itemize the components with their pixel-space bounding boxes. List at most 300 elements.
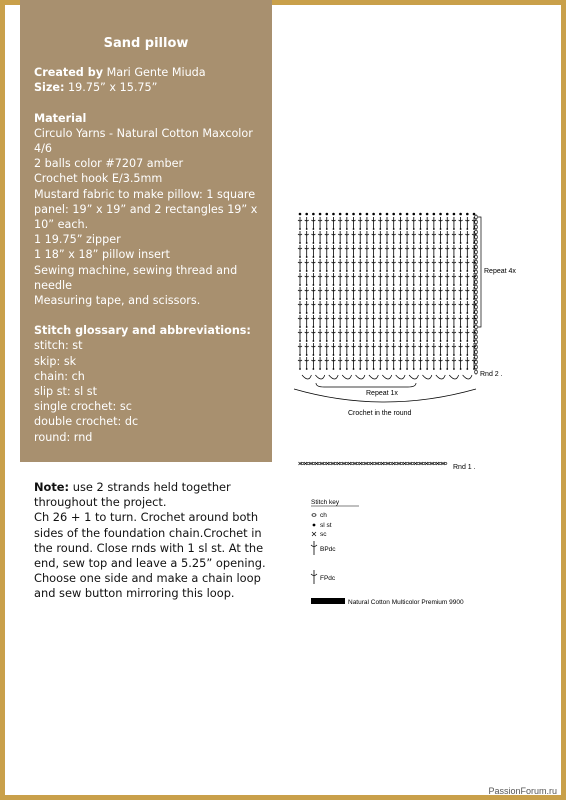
fpdc-mark [345, 301, 349, 313]
sc-mark [312, 213, 315, 216]
sc-mark [299, 298, 301, 300]
fpdc-mark [311, 329, 315, 341]
bpdc-mark [432, 343, 436, 355]
sc-mark [453, 312, 455, 314]
bpdc-symbol [311, 541, 317, 555]
sc-mark [386, 312, 388, 314]
ch-mark [475, 365, 478, 369]
sc-mark [460, 284, 462, 286]
sc-mark [460, 270, 462, 272]
sc-mark [406, 354, 408, 356]
sc-mark [460, 340, 462, 342]
material-item: 1 18” x 18” pillow insert [34, 248, 170, 262]
material-item: 2 balls color #7207 amber [34, 157, 184, 171]
sc-mark [446, 340, 448, 342]
sc-mark [346, 340, 348, 342]
bpdc-mark [445, 259, 449, 271]
ch-mark [346, 463, 348, 465]
fpdc-mark [445, 329, 449, 341]
bpdc-mark [311, 259, 315, 271]
fpdc-mark [418, 329, 422, 341]
sc-mark [299, 228, 301, 230]
sc-mark [466, 256, 468, 258]
sc-mark [406, 340, 408, 342]
fpdc-mark [445, 245, 449, 257]
bpdc-mark [452, 315, 456, 327]
sc-mark [386, 298, 388, 300]
sc-mark [306, 228, 308, 230]
bpdc-mark [432, 231, 436, 243]
sc-mark [366, 368, 368, 370]
sc-mark [373, 340, 375, 342]
sc-mark [413, 354, 415, 356]
sc-mark [379, 270, 381, 272]
ch-mark [475, 360, 478, 364]
sc-mark [399, 228, 401, 230]
bpdc-mark [372, 315, 376, 327]
sc-mark [332, 462, 335, 465]
fpdc-mark [331, 217, 335, 229]
bpdc-mark [439, 343, 443, 355]
ch-mark [475, 320, 478, 324]
bpdc-mark [352, 231, 356, 243]
loop-mark [329, 375, 338, 379]
bpdc-mark [385, 259, 389, 271]
sc-mark [426, 354, 428, 356]
fpdc-mark [432, 245, 436, 257]
sc-mark [453, 368, 455, 370]
fpdc-mark [412, 245, 416, 257]
sc-mark [440, 228, 442, 230]
fpdc-mark [298, 357, 302, 369]
fpdc-mark [305, 329, 309, 341]
bpdc-mark [325, 315, 329, 327]
fpdc-mark [392, 329, 396, 341]
sc-mark [299, 213, 302, 216]
fpdc-mark [298, 217, 302, 229]
loop-mark [409, 375, 418, 379]
fpdc-mark [452, 217, 456, 229]
fpdc-mark [365, 217, 369, 229]
bpdc-mark [465, 315, 469, 327]
fpdc-mark [398, 301, 402, 313]
sc-mark [413, 284, 415, 286]
bpdc-mark [432, 259, 436, 271]
sc-mark [446, 284, 448, 286]
sc-mark [315, 462, 318, 465]
loop-mark [302, 375, 311, 379]
sc-mark [366, 256, 368, 258]
sc-mark [403, 462, 406, 465]
fpdc-mark [311, 273, 315, 285]
sc-mark [399, 368, 401, 370]
bpdc-mark [418, 231, 422, 243]
sc-mark [326, 242, 328, 244]
bpdc-mark [358, 343, 362, 355]
sc-mark [359, 312, 361, 314]
fpdc-mark [392, 301, 396, 313]
sc-mark [440, 284, 442, 286]
fpdc-mark [452, 245, 456, 257]
sc-mark [386, 256, 388, 258]
watermark: PassionForum.ru [488, 786, 557, 796]
sc-mark [466, 326, 468, 328]
fpdc-mark [392, 273, 396, 285]
sc-mark [359, 462, 362, 465]
ch-mark [475, 300, 478, 304]
sc-mark [379, 354, 381, 356]
sc-mark [440, 354, 442, 356]
fpdc-mark [311, 357, 315, 369]
sc-mark [319, 242, 321, 244]
bpdc-mark [405, 231, 409, 243]
fpdc-mark [398, 329, 402, 341]
bpdc-mark [352, 287, 356, 299]
fpdc-mark [305, 217, 309, 229]
fpdc-mark [331, 245, 335, 257]
ch-mark [390, 463, 392, 465]
sc-mark [386, 368, 388, 370]
sc-mark [433, 284, 435, 286]
sc-mark [426, 312, 428, 314]
material-item: 1 19.75” zipper [34, 233, 121, 247]
sc-mark [387, 462, 390, 465]
sc-mark [359, 270, 361, 272]
sc-mark [399, 284, 401, 286]
sc-mark [312, 256, 314, 258]
fpdc-mark [372, 217, 376, 229]
sc-mark [446, 312, 448, 314]
sc-mark [420, 354, 422, 356]
sc-mark [304, 462, 307, 465]
bpdc-mark [305, 231, 309, 243]
sc-mark [326, 270, 328, 272]
fpdc-mark [365, 329, 369, 341]
sc-mark [409, 462, 412, 465]
fpdc-mark [298, 245, 302, 257]
sc-mark [319, 354, 321, 356]
fpdc-mark [331, 329, 335, 341]
page-title: Sand pillow [103, 36, 189, 51]
fpdc-mark [318, 245, 322, 257]
sc-mark [433, 213, 436, 216]
sc-mark [398, 462, 401, 465]
fpdc-mark [439, 245, 443, 257]
sc-mark [339, 312, 341, 314]
fpdc-mark [405, 357, 409, 369]
sc-mark [373, 242, 375, 244]
sc-mark [420, 270, 422, 272]
ch-mark [475, 325, 478, 329]
sc-mark [426, 284, 428, 286]
ch-mark [368, 463, 370, 465]
sc-mark [306, 368, 308, 370]
sc-mark [359, 298, 361, 300]
sc-mark [333, 284, 335, 286]
sc-mark [353, 368, 355, 370]
fpdc-mark [405, 273, 409, 285]
bpdc-mark [439, 259, 443, 271]
sc-mark [379, 298, 381, 300]
bpdc-mark [318, 343, 322, 355]
sc-mark [420, 326, 422, 328]
bpdc-mark [459, 287, 463, 299]
sc-mark [339, 354, 341, 356]
sc-mark [393, 368, 395, 370]
fpdc-mark [345, 217, 349, 229]
fpdc-mark [352, 301, 356, 313]
fpdc-mark [445, 301, 449, 313]
bpdc-mark [298, 287, 302, 299]
sc-mark [326, 462, 329, 465]
glossary-item: stitch: st [34, 339, 83, 353]
sc-mark [440, 326, 442, 328]
sc-mark [393, 326, 395, 328]
sc-mark [339, 298, 341, 300]
bpdc-mark [318, 287, 322, 299]
bpdc-mark [445, 287, 449, 299]
sc-mark [339, 368, 341, 370]
fpdc-mark [352, 357, 356, 369]
sc-mark [433, 228, 435, 230]
fpdc-mark [352, 217, 356, 229]
sc-mark [379, 228, 381, 230]
sc-mark [433, 326, 435, 328]
bpdc-mark [318, 231, 322, 243]
bpdc-mark [318, 259, 322, 271]
yarn-swatch [311, 598, 345, 604]
fpdc-mark [372, 329, 376, 341]
sc-mark [406, 312, 408, 314]
key-label: FPdc [320, 575, 336, 582]
crochet-chart [292, 205, 532, 605]
instructions: Ch 26 + 1 to turn. Crochet around both sides of the foundation chain.Crochet in the round. Close rnds with 1 sl st. At the end, sew top and leave a 5.25” opening. Choose one side and make a chain loop and sew button mirroring this loop. [34, 510, 266, 601]
fpdc-mark [365, 273, 369, 285]
sc-mark [326, 368, 328, 370]
fpdc-mark [412, 357, 416, 369]
ch-mark [475, 355, 478, 359]
bpdc-mark [385, 287, 389, 299]
fpdc-mark [398, 273, 402, 285]
loop-mark [396, 375, 405, 379]
sc-mark [460, 312, 462, 314]
sc-mark [393, 284, 395, 286]
fpdc-mark [325, 245, 329, 257]
fpdc-mark [412, 217, 416, 229]
sc-mark [343, 462, 346, 465]
material-item: Measuring tape, and scissors. [34, 294, 201, 308]
sc-mark [333, 242, 335, 244]
bpdc-mark [331, 287, 335, 299]
fpdc-mark [385, 217, 389, 229]
sc-mark [426, 270, 428, 272]
sc-mark [373, 326, 375, 328]
bpdc-mark [385, 343, 389, 355]
sc-mark [346, 354, 348, 356]
sc-symbol [312, 532, 316, 536]
ch-mark [475, 370, 478, 374]
bpdc-mark [338, 231, 342, 243]
sc-mark [312, 228, 314, 230]
sc-mark [420, 228, 422, 230]
ch-mark [475, 310, 478, 314]
sc-mark [366, 228, 368, 230]
bpdc-mark [405, 343, 409, 355]
ch-mark [423, 463, 425, 465]
ch-mark [412, 463, 414, 465]
sc-mark [306, 298, 308, 300]
bpdc-mark [425, 231, 429, 243]
sc-mark [420, 298, 422, 300]
bpdc-mark [338, 315, 342, 327]
ch-mark [373, 463, 375, 465]
fpdc-mark [412, 301, 416, 313]
sc-mark [337, 462, 340, 465]
note-text: use 2 strands held together throughout the project. [34, 480, 231, 510]
bpdc-mark [472, 231, 476, 243]
sc-mark [439, 213, 442, 216]
bpdc-mark [418, 315, 422, 327]
sc-mark [393, 354, 395, 356]
fpdc-mark [459, 357, 463, 369]
loop-mark [382, 375, 391, 379]
bpdc-mark [385, 315, 389, 327]
bpdc-mark [378, 315, 382, 327]
sc-mark [460, 368, 462, 370]
sc-mark [321, 462, 324, 465]
sc-mark [473, 213, 476, 216]
sc-mark [353, 326, 355, 328]
sc-mark [414, 462, 417, 465]
sc-mark [333, 270, 335, 272]
bpdc-mark [398, 287, 402, 299]
sc-mark [406, 368, 408, 370]
sc-mark [346, 298, 348, 300]
sc-mark [466, 213, 469, 216]
sc-mark [420, 242, 422, 244]
sc-mark [299, 326, 301, 328]
sc-mark [359, 256, 361, 258]
sc-mark [433, 270, 435, 272]
sc-mark [319, 284, 321, 286]
sc-mark [339, 270, 341, 272]
bpdc-mark [412, 259, 416, 271]
fpdc-mark [311, 301, 315, 313]
sc-mark [453, 326, 455, 328]
fpdc-mark [452, 329, 456, 341]
sc-mark [326, 326, 328, 328]
bpdc-mark [298, 315, 302, 327]
fpdc-mark [405, 301, 409, 313]
sc-mark [373, 368, 375, 370]
fpdc-mark [378, 301, 382, 313]
sc-mark [386, 284, 388, 286]
sc-mark [319, 213, 322, 216]
sc-mark [353, 284, 355, 286]
fpdc-mark [398, 357, 402, 369]
sc-mark [406, 242, 408, 244]
fpdc-mark [325, 217, 329, 229]
sc-mark [406, 213, 409, 216]
ch-mark [475, 235, 478, 239]
sc-mark [406, 326, 408, 328]
sc-mark [372, 213, 375, 216]
rnd1-label: Rnd 1 . [453, 464, 476, 471]
sc-mark [353, 242, 355, 244]
bpdc-mark [398, 231, 402, 243]
fpdc-mark [418, 301, 422, 313]
bpdc-mark [305, 315, 309, 327]
sc-mark [413, 298, 415, 300]
bpdc-mark [459, 315, 463, 327]
fpdc-mark [365, 301, 369, 313]
fpdc-mark [338, 245, 342, 257]
bpdc-mark [311, 315, 315, 327]
sc-mark [346, 213, 349, 216]
bpdc-mark [311, 231, 315, 243]
sc-mark [326, 298, 328, 300]
ch-mark [475, 280, 478, 284]
sc-mark [379, 256, 381, 258]
sc-mark [299, 312, 301, 314]
sc-mark [366, 298, 368, 300]
sc-mark [433, 298, 435, 300]
sc-mark [431, 462, 434, 465]
sc-mark [426, 256, 428, 258]
sc-mark [366, 340, 368, 342]
repeat-4x-label: Repeat 4x [484, 268, 516, 275]
bpdc-mark [358, 315, 362, 327]
bpdc-mark [398, 343, 402, 355]
ch-mark [384, 463, 386, 465]
sc-mark [413, 270, 415, 272]
sc-mark [299, 256, 301, 258]
bpdc-mark [418, 343, 422, 355]
bpdc-mark [311, 287, 315, 299]
bpdc-mark [432, 315, 436, 327]
fpdc-mark [459, 245, 463, 257]
fpdc-mark [459, 301, 463, 313]
sc-mark [339, 213, 342, 216]
fpdc-mark [338, 273, 342, 285]
fpdc-mark [365, 357, 369, 369]
sc-mark [419, 213, 422, 216]
fpdc-mark [378, 217, 382, 229]
ch-mark [379, 463, 381, 465]
material-item: Circulo Yarns - Natural Cotton Maxcolor 4/6 [34, 126, 253, 156]
ch-mark [475, 230, 478, 234]
sc-mark [366, 270, 368, 272]
bpdc-mark [392, 231, 396, 243]
fpdc-mark [298, 301, 302, 313]
sc-mark [352, 213, 355, 216]
sc-mark [353, 298, 355, 300]
repeat-1x-brace [316, 383, 416, 387]
sc-mark [436, 462, 439, 465]
bpdc-mark [365, 259, 369, 271]
bpdc-mark [372, 343, 376, 355]
fpdc-mark [385, 301, 389, 313]
sc-mark [333, 298, 335, 300]
fpdc-mark [465, 357, 469, 369]
sc-mark [466, 298, 468, 300]
sc-mark [392, 462, 395, 465]
sc-mark [319, 228, 321, 230]
sc-mark [426, 326, 428, 328]
fpdc-mark [372, 245, 376, 257]
fpdc-mark [432, 301, 436, 313]
sc-mark [306, 256, 308, 258]
